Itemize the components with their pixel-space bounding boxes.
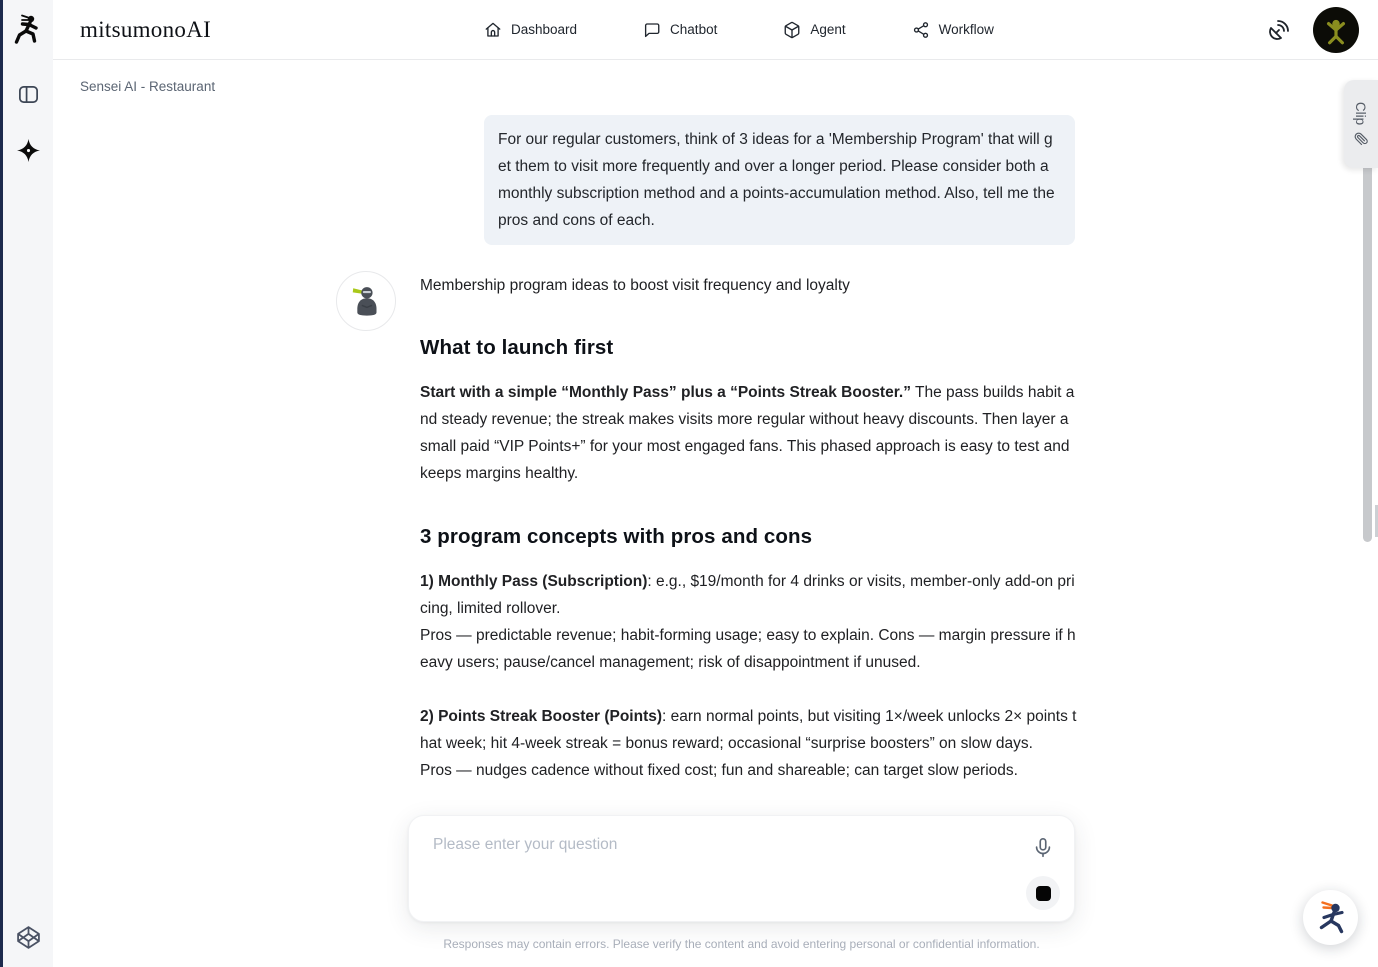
nav-item-label: Chatbot (670, 22, 718, 37)
share-network-icon (912, 21, 930, 39)
user-message-bubble: For our regular customers, think of 3 ideas for a 'Membership Program' that will get them to visit more frequently and over a longer period. Please consider both a monthly subscription method and a points-accumulation method. Also, tell me the pros and cons of each. (484, 115, 1075, 245)
chat-bubble-icon (643, 21, 661, 39)
assistant-section-heading: What to launch first (420, 336, 614, 359)
running-ninja-logo-icon[interactable] (3, 8, 53, 54)
assistant-paragraph: 2) Points Streak Booster (Points): earn normal points, but visiting 1×/week unlocks 2× points that week; hit 4-week streak = bonus reward; occasional “surprise boosters” on slow days. Pros — nudges cadence without fixed cost; fun and shareable; can target slow periods. (420, 708, 1077, 779)
nav-item-chatbot[interactable] (643, 21, 717, 39)
assistant-paragraph: Start with a simple “Monthly Pass” plus a “Points Streak Booster.” The pass builds habit and steady revenue; the streak makes visits more regular without heavy discounts. Then layer a small paid “VIP Points+” for your most engaged fans. This phased approach is easy to test and keeps margins healthy. (420, 384, 1075, 482)
satellite-dish-icon[interactable] (1267, 18, 1291, 42)
stop-generation-icon (1036, 886, 1051, 901)
nav-item-label: Dashboard (511, 22, 578, 37)
assistant-paragraph: 1) Monthly Pass (Subscription): e.g., $19/month for 4 drinks or visits, member-only add-on pricing, limited rollover. Pros — predictable revenue; habit-forming usage; easy to explain. Cons — margin pressure if heavy users; pause/cancel management; risk of disappointment if unused. (420, 573, 1076, 671)
microphone-icon[interactable] (1032, 837, 1054, 859)
disclaimer-text: Responses may contain errors. Please verify the content and avoid entering personal or confidential information. (443, 937, 1040, 951)
question-input[interactable] (433, 836, 1013, 906)
assistant-intro-line: Membership program ideas to boost visit frequency and loyalty (420, 277, 850, 294)
header-right (1267, 0, 1359, 59)
nav-item-agent[interactable] (783, 21, 845, 39)
nav-item-label: Agent (810, 22, 846, 37)
left-edge-strip (0, 0, 3, 967)
assistant-message-content (420, 271, 1077, 811)
sidebar (3, 0, 53, 967)
clip-tab[interactable] (1344, 80, 1378, 168)
sitting-ninja-icon (336, 271, 396, 331)
composer (408, 815, 1075, 922)
assistant-section-heading: 3 program concepts with pros and cons (420, 525, 813, 548)
nav-item-workflow[interactable] (912, 21, 994, 39)
panel-toggle-icon[interactable] (3, 74, 53, 114)
home-icon (484, 21, 502, 39)
breadcrumb: Sensei AI - Restaurant (80, 79, 216, 94)
cube-box-icon (783, 21, 801, 39)
sparkle-icon[interactable] (3, 130, 53, 170)
paperclip-icon (1354, 132, 1368, 146)
fighting-ninja-icon (1311, 898, 1351, 938)
nav-item-label: Workflow (938, 22, 994, 37)
codepen-cube-icon[interactable] (3, 917, 53, 957)
clip-tab-label: Clip (1353, 101, 1369, 126)
nav-item-dashboard[interactable] (484, 21, 577, 39)
top-header (53, 0, 1378, 60)
user-avatar[interactable] (1313, 7, 1359, 53)
assistant-message-row (336, 271, 1077, 811)
brand-title: mitsumonoAI (80, 16, 212, 42)
assistant-fab-button[interactable] (1303, 890, 1358, 945)
stop-generation-button[interactable] (1026, 876, 1060, 910)
main-nav (484, 0, 994, 59)
